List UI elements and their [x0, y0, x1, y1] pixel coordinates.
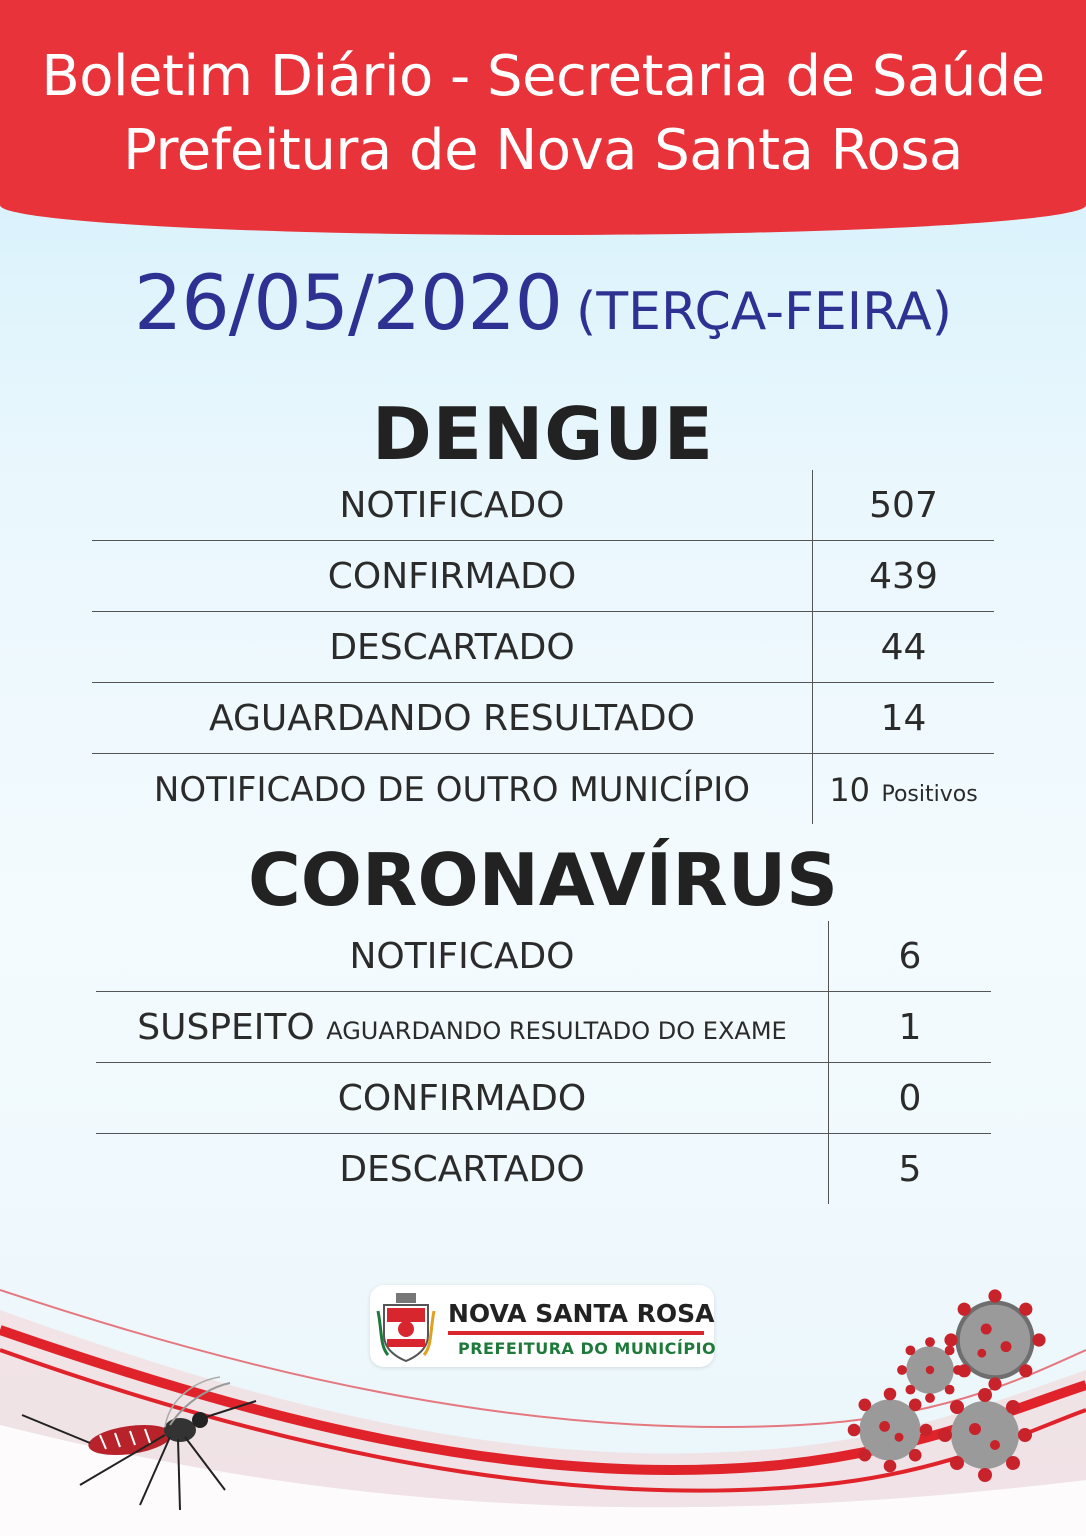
logo-subtitle: PREFEITURA DO MUNICÍPIO: [458, 1339, 717, 1358]
logo-divider: [448, 1331, 704, 1335]
virus-icon: [935, 1385, 1035, 1485]
date-row: [0, 258, 1086, 347]
municipality-logo: [370, 1285, 717, 1367]
row-label: DESCARTADO: [92, 612, 813, 683]
table-row: [92, 612, 994, 683]
table-row: [96, 992, 991, 1063]
row-value: 14: [813, 683, 995, 754]
table-row: [92, 470, 994, 541]
row-value: 507: [869, 484, 938, 526]
table-row: [96, 921, 991, 992]
row-label-text: NOTIFICADO DE OUTRO MUNICÍPIO: [153, 769, 751, 810]
row-value: 0: [829, 1063, 992, 1134]
row-label: [96, 992, 829, 1063]
row-label: AGUARDANDO RESULTADO: [92, 683, 813, 754]
bulletin-date: 26/05/2020: [134, 258, 563, 347]
row-label: CONFIRMADO: [96, 1063, 829, 1134]
dengue-title: DENGUE: [372, 392, 714, 476]
virus-icon: [845, 1385, 935, 1475]
row-value: 44: [813, 612, 995, 683]
row-value-suffix: Positivos: [881, 781, 978, 807]
table-row: [96, 1134, 991, 1205]
row-label: DESCARTADO: [96, 1134, 829, 1205]
dengue-table: [92, 470, 994, 824]
header-title: Boletim Diário - Secretaria de Saúde: [41, 44, 1045, 109]
row-value: 6: [898, 935, 922, 977]
bulletin-weekday: (TERÇA-FEIRA): [576, 282, 952, 342]
header-banner: [0, 0, 1086, 235]
logo-name: NOVA SANTA ROSA: [448, 1299, 715, 1328]
row-label-suffix: AGUARDANDO RESULTADO DO EXAME: [326, 1016, 787, 1045]
table-row: [92, 754, 994, 825]
coronavirus-title: CORONAVÍRUS: [247, 838, 839, 922]
row-label: CONFIRMADO: [92, 541, 813, 612]
row-value: [813, 754, 995, 825]
table-row: [96, 1063, 991, 1134]
header-subtitle: Prefeitura de Nova Santa Rosa: [123, 118, 963, 183]
row-value-number: 10: [829, 770, 871, 809]
row-value: 439: [813, 541, 995, 612]
row-label-text: SUSPEITO: [137, 1006, 315, 1048]
row-label: NOTIFICADO: [92, 470, 813, 541]
row-value: 1: [829, 992, 992, 1063]
coronavirus-table: [96, 921, 991, 1204]
table-row: [92, 683, 994, 754]
row-label: NOTIFICADO: [96, 921, 829, 992]
crest-icon: [376, 1291, 436, 1363]
row-label: [92, 754, 813, 825]
table-row: [92, 541, 994, 612]
mosquito-icon: [20, 1375, 260, 1515]
row-value: 5: [829, 1134, 992, 1205]
